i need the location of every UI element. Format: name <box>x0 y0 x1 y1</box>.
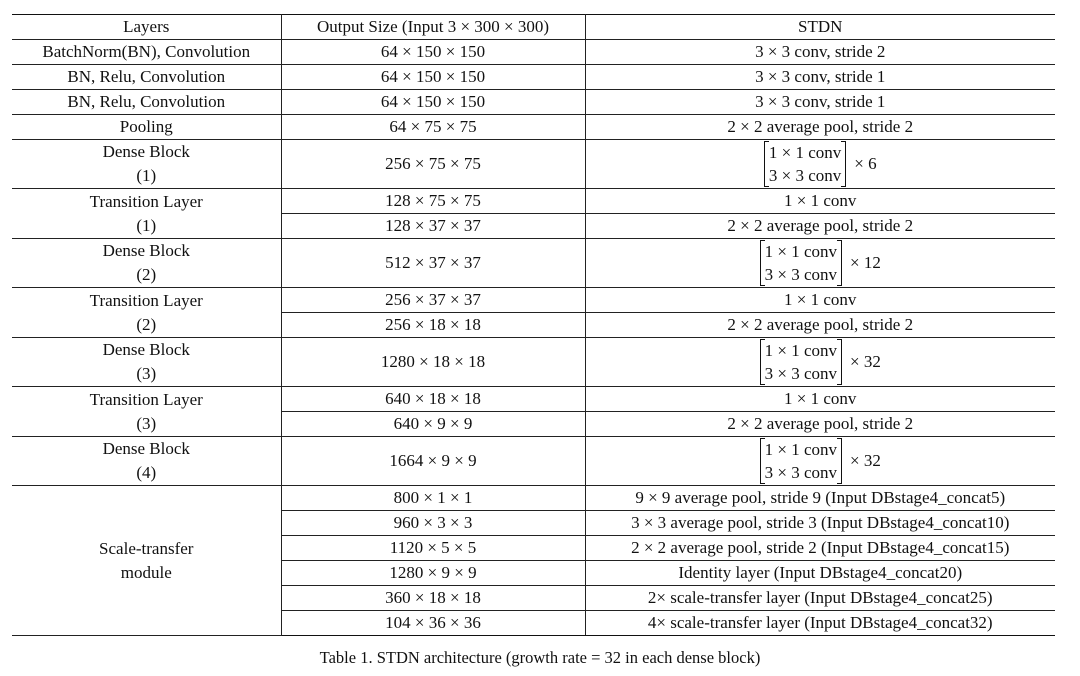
stdn-cell: 1 × 1 conv <box>585 189 1055 214</box>
conv-bracket <box>764 141 846 187</box>
layer-name: Transition Layer <box>89 290 203 310</box>
table-row <box>12 338 1055 387</box>
conv-line: 3 × 3 conv <box>764 364 838 383</box>
architecture-table <box>12 14 1055 636</box>
size-cell: 1120 × 5 × 5 <box>281 536 585 561</box>
bracket-group <box>760 240 881 286</box>
table-row <box>12 189 1055 214</box>
layer-index: (2) <box>136 314 157 334</box>
conv-line: 3 × 3 conv <box>764 265 838 284</box>
size-cell: 360 × 18 × 18 <box>281 586 585 611</box>
stdn-cell: 2× scale-transfer layer (Input DBstage4_concat25) <box>585 586 1055 611</box>
size-cell: 800 × 1 × 1 <box>281 486 585 511</box>
table-row <box>12 140 1055 189</box>
table-row <box>12 115 1055 140</box>
table-caption: Table 1. STDN architecture (growth rate = 32 in each dense block) <box>319 648 761 667</box>
bracket-group <box>764 141 877 187</box>
repeat-multiplier: × 32 <box>850 352 881 371</box>
stdn-cell: 2 × 2 average pool, stride 2 <box>585 313 1055 338</box>
stdn-cell: 4× scale-transfer layer (Input DBstage4_concat32) <box>585 611 1055 636</box>
layer-name: Transition Layer <box>89 389 203 409</box>
repeat-multiplier: × 32 <box>850 451 881 470</box>
stdn-cell <box>585 437 1055 486</box>
stdn-cell: 1 × 1 conv <box>585 387 1055 412</box>
header-output-size: Output Size (Input 3 × 300 × 300) <box>281 15 585 40</box>
size-cell: 256 × 75 × 75 <box>281 140 585 189</box>
layer-index: (2) <box>136 265 157 284</box>
conv-line: 1 × 1 conv <box>768 143 842 162</box>
layer-cell <box>12 140 281 189</box>
size-cell: 256 × 18 × 18 <box>281 313 585 338</box>
stdn-cell <box>585 338 1055 387</box>
stdn-cell: 3 × 3 average pool, stride 3 (Input DBstage4_concat10) <box>585 511 1055 536</box>
conv-line: 1 × 1 conv <box>764 341 838 360</box>
table-row <box>12 387 1055 412</box>
repeat-multiplier: × 6 <box>854 154 877 173</box>
layer-name-cont: module <box>120 562 172 582</box>
layer-cell <box>12 288 281 338</box>
layer-cell: BN, Relu, Convolution <box>12 90 281 115</box>
table-row <box>12 288 1055 313</box>
layer-name: Dense Block <box>102 340 190 359</box>
stdn-cell: 2 × 2 average pool, stride 2 <box>585 412 1055 437</box>
layer-cell: BatchNorm(BN), Convolution <box>12 40 281 65</box>
size-cell: 64 × 150 × 150 <box>281 90 585 115</box>
layer-index: (3) <box>136 413 157 433</box>
layer-cell <box>12 437 281 486</box>
layer-index: (4) <box>136 463 157 482</box>
layer-name: Dense Block <box>102 241 190 260</box>
layer-name: Scale-transfer <box>99 538 194 558</box>
size-cell: 1280 × 9 × 9 <box>281 561 585 586</box>
layer-index: (3) <box>136 364 157 383</box>
stdn-cell: 3 × 3 conv, stride 1 <box>585 65 1055 90</box>
table-row <box>12 40 1055 65</box>
conv-line: 3 × 3 conv <box>768 166 842 185</box>
header-stdn: STDN <box>585 15 1055 40</box>
layer-cell: BN, Relu, Convolution <box>12 65 281 90</box>
stdn-cell: 2 × 2 average pool, stride 2 (Input DBstage4_concat15) <box>585 536 1055 561</box>
conv-bracket <box>760 339 842 385</box>
layer-index: (1) <box>136 166 157 185</box>
stdn-cell: 9 × 9 average pool, stride 9 (Input DBstage4_concat5) <box>585 486 1055 511</box>
layer-cell <box>12 486 281 636</box>
conv-line: 3 × 3 conv <box>764 463 838 482</box>
layer-index: (1) <box>136 215 157 235</box>
size-cell: 64 × 150 × 150 <box>281 40 585 65</box>
layer-cell <box>12 338 281 387</box>
header-layers: Layers <box>12 15 281 40</box>
layer-cell <box>12 189 281 239</box>
table-row <box>12 90 1055 115</box>
conv-line: 1 × 1 conv <box>764 242 838 261</box>
table-row <box>12 437 1055 486</box>
stdn-cell <box>585 140 1055 189</box>
stdn-cell: 3 × 3 conv, stride 1 <box>585 90 1055 115</box>
table-row <box>12 65 1055 90</box>
layer-name: Dense Block <box>102 439 190 458</box>
size-cell: 640 × 9 × 9 <box>281 412 585 437</box>
table-row <box>12 486 1055 511</box>
size-cell: 128 × 37 × 37 <box>281 214 585 239</box>
stdn-cell <box>585 239 1055 288</box>
size-cell: 640 × 18 × 18 <box>281 387 585 412</box>
size-cell: 960 × 3 × 3 <box>281 511 585 536</box>
stdn-cell: 3 × 3 conv, stride 2 <box>585 40 1055 65</box>
conv-bracket <box>760 240 842 286</box>
stdn-cell: 2 × 2 average pool, stride 2 <box>585 115 1055 140</box>
repeat-multiplier: × 12 <box>850 253 881 272</box>
stdn-cell: Identity layer (Input DBstage4_concat20) <box>585 561 1055 586</box>
size-cell: 1664 × 9 × 9 <box>281 437 585 486</box>
layer-name: Transition Layer <box>89 191 203 211</box>
bracket-group <box>760 438 881 484</box>
size-cell: 64 × 150 × 150 <box>281 65 585 90</box>
stdn-cell: 2 × 2 average pool, stride 2 <box>585 214 1055 239</box>
layer-name: Dense Block <box>102 142 190 161</box>
size-cell: 256 × 37 × 37 <box>281 288 585 313</box>
size-cell: 512 × 37 × 37 <box>281 239 585 288</box>
layer-cell <box>12 387 281 437</box>
conv-line: 1 × 1 conv <box>764 440 838 459</box>
table-row <box>12 239 1055 288</box>
size-cell: 64 × 75 × 75 <box>281 115 585 140</box>
table-header-row <box>12 15 1055 40</box>
layer-cell <box>12 239 281 288</box>
layer-cell: Pooling <box>12 115 281 140</box>
size-cell: 1280 × 18 × 18 <box>281 338 585 387</box>
size-cell: 128 × 75 × 75 <box>281 189 585 214</box>
conv-bracket <box>760 438 842 484</box>
stdn-cell: 1 × 1 conv <box>585 288 1055 313</box>
size-cell: 104 × 36 × 36 <box>281 611 585 636</box>
bracket-group <box>760 339 881 385</box>
